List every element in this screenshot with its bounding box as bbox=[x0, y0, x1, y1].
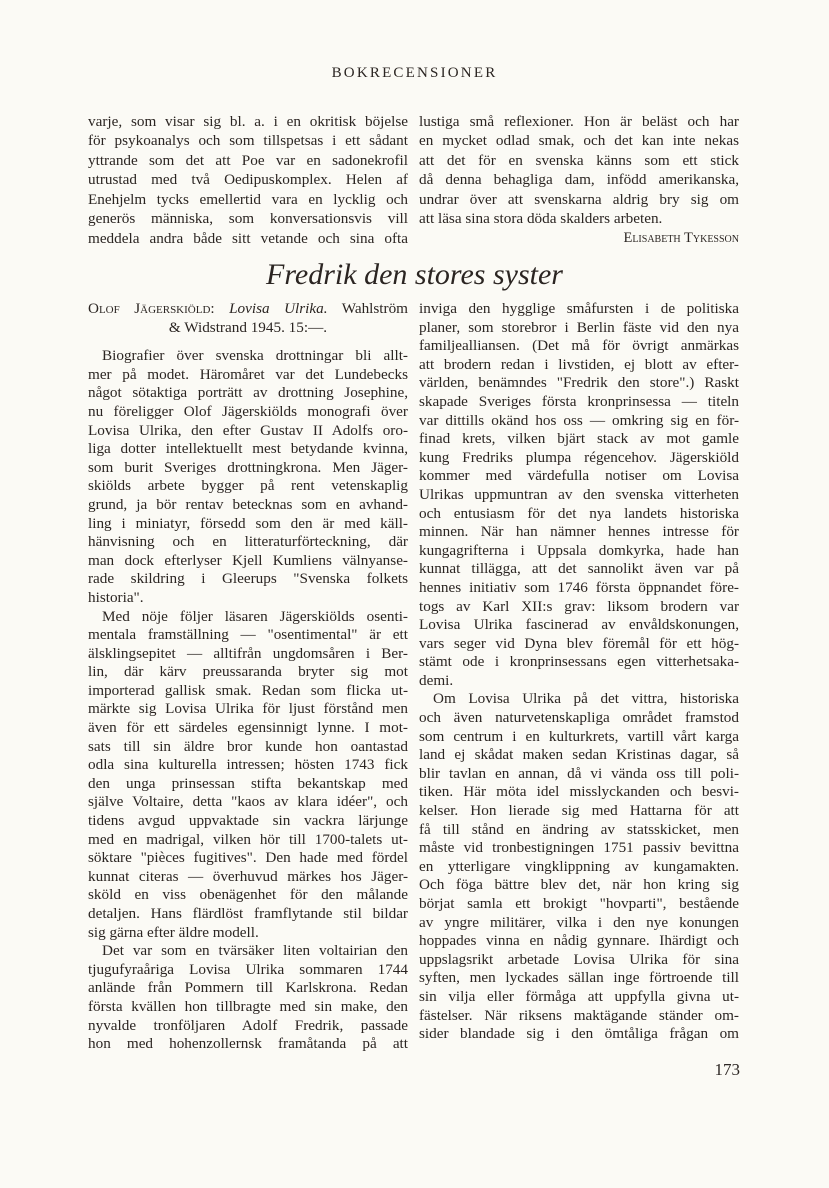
text-line: som burit Sveriges drottningkrona. Men Jäger- bbox=[88, 458, 408, 476]
running-head: BOKRECENSIONER bbox=[331, 65, 498, 81]
text-line: grund, ja bör rentav betecknas som en avhand- bbox=[88, 495, 408, 513]
text-line: varje, som visar sig bl. a. i en okritisk böjelse bbox=[88, 113, 408, 130]
text-line: anlände från Pommern till Karlskrona. Redan bbox=[88, 979, 408, 997]
separator: : bbox=[210, 300, 230, 317]
book-title: Lovisa Ulrika. bbox=[229, 300, 328, 317]
text-line: hänvisning och en litteraturförteckning, där bbox=[88, 533, 408, 551]
text-line: att läsa sina stora döda skalders arbeten. bbox=[419, 210, 663, 228]
text-line: att det för en svenska känns som ett stick bbox=[419, 151, 739, 169]
text-line: sats till sin äldre bror kunde hon oantastad bbox=[88, 737, 408, 755]
text-line: kungagrifterna i Uppsala domkyrka, hade han bbox=[419, 541, 739, 559]
text-line: Ulrikas uppmuntran av den svenska vitterheten bbox=[419, 485, 739, 503]
text-line: själve Voltaire, detta "kaos av klara idéer", och bbox=[88, 793, 408, 811]
text-line: stämt ode i kronprinsessans egen vitterhetsaka- bbox=[419, 653, 739, 671]
text-line: Lovisa Ulrika, den efter Gustav II Adolfs oro- bbox=[88, 421, 408, 439]
paragraph bbox=[88, 347, 408, 607]
text-line: finad krets, vilken bjärt stack av mot gamle bbox=[419, 430, 739, 448]
text-line: sig gärna efter äldre modell. bbox=[88, 923, 259, 941]
text-line: skapade Sveriges första kronprinsessa — titeln bbox=[419, 392, 739, 410]
text-line: generös människa, som konversationsvis vill bbox=[88, 210, 408, 228]
publisher-details: & Widstrand 1945. 15:—. bbox=[168, 318, 328, 336]
text-line: sin vilja eller förmåga att uppfylla givna ut- bbox=[419, 987, 739, 1005]
previous-review-left-column bbox=[88, 112, 408, 248]
book-author: Olof Jägerskiöld bbox=[88, 300, 211, 317]
text-line: meddela andra både sitt vetande och sina ofta bbox=[88, 229, 408, 247]
text-line: nu föreligger Olof Jägerskiölds monografi över bbox=[88, 402, 408, 420]
text-line: man dock efterlyser Kjell Kumliens välnyanse- bbox=[88, 551, 408, 569]
text-line: lustiga små reflexioner. Hon är beläst och har bbox=[419, 113, 739, 130]
paragraph bbox=[419, 690, 739, 1043]
text-line: Och föga bättre blev det, när hon kring sig bbox=[419, 876, 739, 894]
text-line: kunnat tillägga, att det sannolikt även var på bbox=[419, 560, 739, 578]
text-line: tiken. Här möta idel misslyckanden och besvi- bbox=[419, 783, 739, 801]
text-line: fästelser. När riksens maktägande ständer om- bbox=[419, 1006, 739, 1024]
text-line: blir tavlan en annan, då vi vända oss till poli- bbox=[419, 764, 739, 782]
text-line: hennes initiativ som 1746 första öppnandet före- bbox=[419, 578, 739, 596]
text-line: odla sina kulturella intressen; hösten 1743 fick bbox=[88, 756, 408, 774]
article-right-column bbox=[419, 300, 739, 1044]
text-line: kunnat citeras — överhuvud märkes hos Jäger- bbox=[88, 867, 408, 885]
text-line: sider blandade sig i den ömtåliga frågan om bbox=[419, 1025, 739, 1043]
text-line: familjealliansen. (Det må för övrigt anmärkas bbox=[419, 337, 739, 355]
text-line: Med nöje följer läsaren Jägerskiölds osenti- bbox=[102, 607, 408, 625]
text-line: minnen. När han nämner hennes intresse för bbox=[419, 523, 739, 541]
text-line: älsklingsepitet — alltifrån ungdomsåren i Ber- bbox=[88, 644, 408, 662]
text-line: skiölds arbete bygger på rent vetenskaplig bbox=[88, 477, 408, 495]
text-line: yttrande som det att Poe var en sadonekrofil bbox=[88, 151, 408, 169]
text-line: tidens avgud uppvaktade sin vackra lärjunge bbox=[88, 812, 408, 830]
text-line: Det var som en tvärsäker liten voltairian den bbox=[102, 942, 408, 960]
text-line: detaljen. Hans flärdlöst framflytande stil bildar bbox=[88, 905, 408, 922]
article-left-column bbox=[88, 300, 408, 1054]
text-line: kung Fredriks plumpa régencehov. Jägerskiöld bbox=[419, 448, 739, 466]
text-line: även för ett särdeles egensinnigt lynne. I mot- bbox=[88, 719, 408, 737]
text-line: söktare "pièces fugitives". Den hade med fördel bbox=[88, 849, 408, 867]
text-line: hoppades vinna en nådig gynnare. Ihärdigt och bbox=[419, 932, 739, 950]
text-line: tjugufyraåriga Lovisa Ulrika sommaren 1744 bbox=[88, 960, 408, 978]
text-line: demi. bbox=[419, 671, 454, 689]
bibliographic-entry bbox=[88, 300, 408, 319]
text-line: kommer med värdefulla notiser om Lovisa bbox=[419, 467, 739, 485]
text-line: togs av Karl XII:s grav: liksom brodern var bbox=[419, 597, 739, 615]
text-line: den unga prinsessan stifta bekantskap med bbox=[88, 774, 408, 792]
text-line: utrustad med två Oedipuskomplex. Helen af bbox=[88, 171, 408, 189]
text-line: liga dotter intellektuellt mest betydande kvinna, bbox=[88, 440, 408, 458]
text-line: planer, som storebror i Berlin fäste vid den nya bbox=[419, 318, 739, 336]
text-line: mentala framställning — "osentimental" är ett bbox=[88, 626, 408, 644]
paragraph bbox=[88, 942, 408, 1054]
text-line: av yngre militärer, vilka i den nye konungen bbox=[419, 913, 739, 931]
text-line: inviga den hygglige småfursten i de politiska bbox=[419, 300, 739, 317]
text-line: med en madrigal, vilken hör till 1700-talets ut- bbox=[88, 830, 408, 848]
text-line: Biografier över svenska drottningar bli allt- bbox=[102, 347, 408, 365]
text-line: få till stånd en ändring av statsskicket, men bbox=[419, 820, 739, 838]
paragraph bbox=[419, 300, 739, 690]
text-line: undrar över att svenskarna aldrig bry sig om bbox=[419, 190, 739, 208]
text-line: något sötaktiga porträtt av drottning Josephine, bbox=[88, 384, 408, 402]
text-line: måste vid tronbestigningen 1751 passiv bevittna bbox=[419, 839, 739, 857]
text-line: uppslagsrikt arbetade Lovisa Ulrika för sina bbox=[419, 950, 739, 968]
text-line: importerad gallisk smak. Redan som flicka ut- bbox=[88, 681, 408, 699]
text-line: första kvällen hon tillbragte med sin make, den bbox=[88, 997, 408, 1015]
text-line: och entusiasm för det nya landets historiska bbox=[419, 504, 739, 522]
text-line: för psykoanalys och som tillspetsas i ett sådant bbox=[88, 132, 408, 150]
text-line: nyvalde tronföljaren Adolf Fredrik, passade bbox=[88, 1016, 408, 1034]
reviewer-signature: Elisabeth Tykesson bbox=[623, 229, 739, 246]
text-line: historia". bbox=[88, 588, 144, 606]
text-line: en ytterligare vingklippning av kungamakten. bbox=[419, 857, 739, 875]
text-line: Enehjelm tycks emellertid vara en lycklig och bbox=[88, 190, 408, 208]
text-line: Om Lovisa Ulrika på det vittra, historiska bbox=[433, 690, 739, 708]
text-line: lin, där kärv preussaranda bryter sig mot bbox=[88, 663, 408, 681]
text-line: en mycket odlad smak, och det kan inte nekas bbox=[419, 132, 739, 150]
text-line: som centrum i en kulturkrets, vartill vårt karga bbox=[419, 727, 739, 745]
text-line: mer på modet. Häromåret var det Lundebecks bbox=[88, 365, 408, 383]
text-line: var dittills okänd hos oss — omkring sig en för- bbox=[419, 411, 739, 429]
page-number: 173 bbox=[714, 1060, 740, 1079]
text-line: kelser. Hon lierade sig med Hattarna för att bbox=[419, 802, 739, 820]
paragraph bbox=[88, 608, 408, 943]
text-line: världen, benämndes "Fredrik den store".) Raskt bbox=[419, 374, 739, 392]
text-line: hon med hohenzollernsk framåtanda på att bbox=[88, 1035, 408, 1053]
text-line: och även naturvetenskapliga området framstod bbox=[419, 709, 739, 727]
text-line: märkte sig Lovisa Ulrika för ljust förstånd men bbox=[88, 700, 408, 718]
text-line: land ej skådat maken sedan Kristinas dagar, så bbox=[419, 746, 739, 764]
previous-review-right-column bbox=[419, 112, 739, 248]
text-line: då denna behagliga dam, infödd amerikanska, bbox=[419, 171, 739, 189]
text-line: Lovisa Ulrika fascinerad av envåldskonungen, bbox=[419, 616, 739, 634]
text-line: rade skildring i Gleerups "Svenska folkets bbox=[88, 570, 408, 588]
text-line: syften, men lyckades sällan inge förtroende till bbox=[419, 969, 739, 987]
publisher: Wahlström bbox=[327, 300, 408, 317]
article-title: Fredrik den stores syster bbox=[266, 258, 563, 291]
text-line: att brodern redan i livstiden, ej blott av efter- bbox=[419, 355, 739, 373]
text-line: börjat samla ett brokigt "hovparti", bestående bbox=[419, 895, 739, 912]
text-line: ling i miniatyr, försedd som den är med käll- bbox=[88, 514, 408, 532]
text-line: vars seger vid Dyna blev föremål för ett hög- bbox=[419, 634, 739, 652]
text-line: sköld en viss obenägenhet för den målande bbox=[88, 886, 408, 904]
